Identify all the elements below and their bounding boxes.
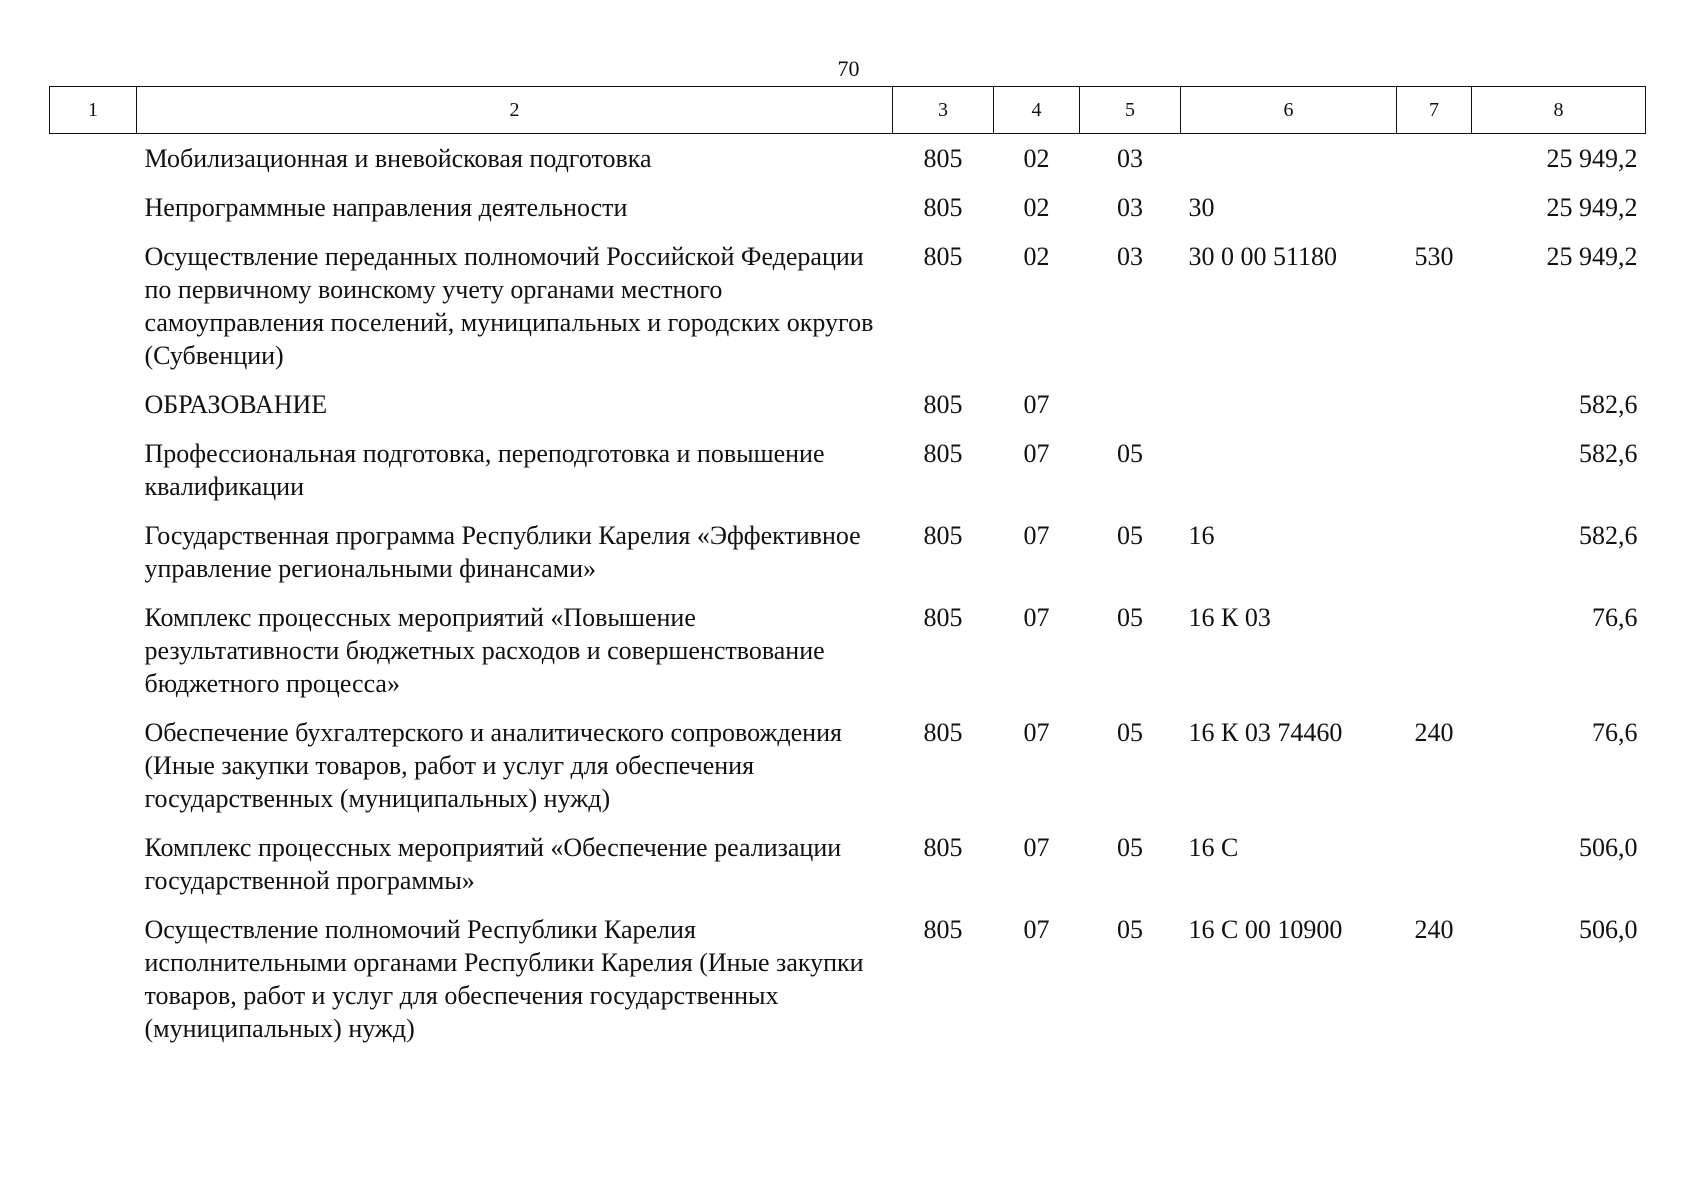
table-body <box>50 134 1646 1062</box>
cell-col-8: 582,6 <box>1579 521 1638 550</box>
cell-col-3: 805 <box>923 603 963 632</box>
cell-col-1 <box>50 134 137 192</box>
budget-table <box>49 86 1646 1061</box>
cell-col-4: 07 <box>1023 718 1050 747</box>
cell-name: Мобилизационная и вневойсковая подготовка <box>144 144 652 173</box>
cell-col-4: 07 <box>1023 390 1050 419</box>
cell-col-4: 02 <box>1023 144 1050 173</box>
cell-col-5 <box>1080 388 1181 437</box>
cell-col-1 <box>50 191 137 240</box>
cell-col-7: 530 <box>1414 242 1454 271</box>
cell-col-5: 05 <box>1117 833 1143 862</box>
cell-col-8: 506,0 <box>1579 915 1638 944</box>
cell-col-3: 805 <box>923 439 963 468</box>
cell-name: ОБРАЗОВАНИЕ <box>144 390 328 419</box>
table-row <box>50 519 1646 601</box>
cell-col-3: 805 <box>923 144 963 173</box>
header-col-1: 1 <box>50 87 137 134</box>
cell-col-8: 582,6 <box>1579 390 1638 419</box>
cell-col-4: 07 <box>1023 521 1050 550</box>
cell-col-8: 76,6 <box>1592 603 1638 632</box>
cell-name: Профессиональная подготовка, переподготовка и повышение квалификации <box>144 439 825 501</box>
cell-col-5: 05 <box>1117 915 1143 944</box>
cell-col-7 <box>1397 191 1472 240</box>
header-col-2: 2 <box>137 87 893 134</box>
header-col-6: 6 <box>1181 87 1397 134</box>
cell-col-7 <box>1397 831 1472 913</box>
cell-col-7 <box>1397 134 1472 192</box>
budget-table-container <box>49 86 1645 1061</box>
cell-col-3: 805 <box>923 242 963 271</box>
cell-name: Непрограммные направления деятельности <box>144 193 628 222</box>
cell-col-7 <box>1397 388 1472 437</box>
cell-col-5: 03 <box>1117 193 1143 222</box>
cell-col-5: 05 <box>1117 521 1143 550</box>
cell-col-3: 805 <box>923 193 963 222</box>
cell-col-7 <box>1397 437 1472 519</box>
cell-col-6: 16 С 00 10900 <box>1188 915 1343 944</box>
table-header <box>50 87 1646 134</box>
header-col-8: 8 <box>1472 87 1646 134</box>
cell-col-6: 30 0 00 51180 <box>1188 242 1338 271</box>
cell-col-3: 805 <box>923 915 963 944</box>
cell-col-4: 07 <box>1023 833 1050 862</box>
cell-col-8: 25 949,2 <box>1546 242 1638 271</box>
header-col-4: 4 <box>994 87 1080 134</box>
cell-name: Осуществление полномочий Республики Карелия исполнительными органами Республики Карелия (Иные закупки товаров, работ и услуг для обеспечения государственных (муниципальных) нужд) <box>144 915 864 1043</box>
cell-col-5: 05 <box>1117 603 1143 632</box>
cell-col-8: 25 949,2 <box>1546 144 1638 173</box>
cell-col-6 <box>1181 437 1397 519</box>
table-row <box>50 831 1646 913</box>
header-col-5: 5 <box>1080 87 1181 134</box>
table-row <box>50 437 1646 519</box>
table-row <box>50 191 1646 240</box>
table-row <box>50 240 1646 388</box>
cell-col-3: 805 <box>923 521 963 550</box>
cell-col-5: 03 <box>1117 144 1143 173</box>
cell-name: Комплекс процессных мероприятий «Обеспечение реализации государственной программы» <box>144 833 842 895</box>
cell-col-4: 02 <box>1023 242 1050 271</box>
cell-col-1 <box>50 831 137 913</box>
cell-col-6: 16 К 03 <box>1188 603 1271 632</box>
cell-col-8: 25 949,2 <box>1546 193 1638 222</box>
cell-col-6: 16 С <box>1188 833 1239 862</box>
cell-name: Осуществление переданных полномочий Российской Федерации по первичному воинскому учету органами местного самоуправления поселений, муниципальных и городских округов (Субвенции) <box>144 242 874 370</box>
cell-name: Обеспечение бухгалтерского и аналитического сопровождения (Иные закупки товаров, работ и услуг для обеспечения государственных (муниципальных) нужд) <box>144 718 842 813</box>
cell-col-7: 240 <box>1414 915 1454 944</box>
cell-col-6: 30 <box>1188 193 1215 222</box>
cell-col-4: 07 <box>1023 915 1050 944</box>
cell-col-5: 05 <box>1117 718 1143 747</box>
page-number <box>0 56 1697 82</box>
cell-col-4: 02 <box>1023 193 1050 222</box>
cell-col-8: 506,0 <box>1579 833 1638 862</box>
cell-col-1 <box>50 437 137 519</box>
cell-col-8: 582,6 <box>1579 439 1638 468</box>
header-col-3: 3 <box>893 87 994 134</box>
header-col-7: 7 <box>1397 87 1472 134</box>
cell-col-6: 16 <box>1188 521 1215 550</box>
cell-col-6: 16 К 03 74460 <box>1188 718 1343 747</box>
table-row <box>50 601 1646 716</box>
table-row <box>50 716 1646 831</box>
cell-col-6 <box>1181 134 1397 192</box>
cell-col-1 <box>50 388 137 437</box>
cell-col-7 <box>1397 601 1472 716</box>
table-row <box>50 134 1646 192</box>
cell-col-3: 805 <box>923 390 963 419</box>
cell-col-1 <box>50 716 137 831</box>
cell-col-3: 805 <box>923 718 963 747</box>
cell-col-7 <box>1397 519 1472 601</box>
cell-col-1 <box>50 519 137 601</box>
cell-name: Комплекс процессных мероприятий «Повышение результативности бюджетных расходов и совершенствование бюджетного процесса» <box>144 603 825 698</box>
cell-col-3: 805 <box>923 833 963 862</box>
cell-col-1 <box>50 240 137 388</box>
header-row <box>50 87 1646 134</box>
cell-col-4: 07 <box>1023 603 1050 632</box>
cell-col-1 <box>50 601 137 716</box>
cell-name: Государственная программа Республики Карелия «Эффективное управление региональными финансами» <box>144 521 861 583</box>
table-row <box>50 388 1646 437</box>
cell-col-7: 240 <box>1414 718 1454 747</box>
page-number-text: 70 <box>837 56 860 81</box>
cell-col-4: 07 <box>1023 439 1050 468</box>
cell-col-5: 03 <box>1117 242 1143 271</box>
cell-col-8: 76,6 <box>1592 718 1638 747</box>
cell-col-5: 05 <box>1117 439 1143 468</box>
cell-col-1 <box>50 913 137 1061</box>
cell-col-6 <box>1181 388 1397 437</box>
table-row <box>50 913 1646 1061</box>
